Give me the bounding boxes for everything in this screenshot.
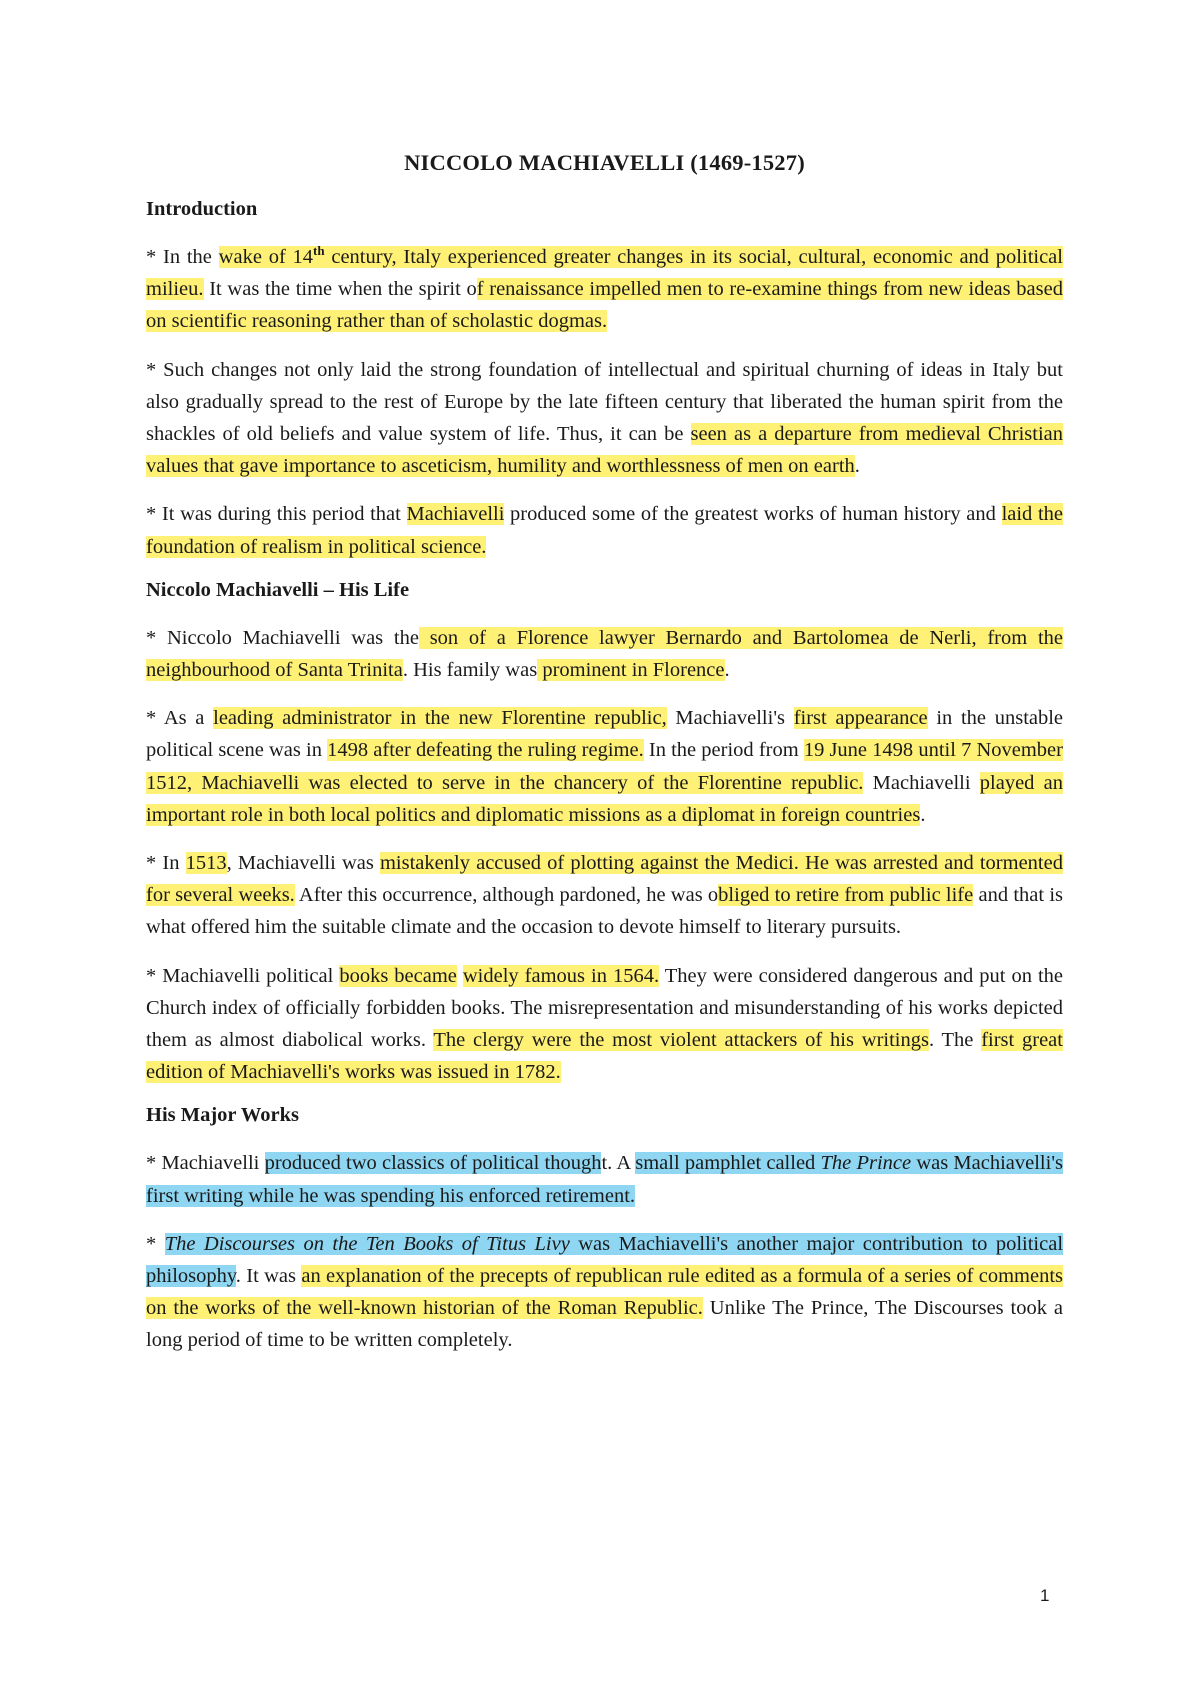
- text-run: .: [854, 455, 860, 478]
- highlight-yellow: laid the foundation of realism in political science.: [146, 503, 1064, 558]
- highlight-yellow: 1498 after defeating the ruling regime.: [327, 739, 644, 762]
- text-run: t. A: [601, 1152, 636, 1175]
- highlight-yellow: bliged to retire from public life: [718, 884, 974, 907]
- highlight-yellow: seen as a departure from medieval Christian values that gave importance to asceticism, humility and worthlessness of men on earth: [146, 423, 1063, 478]
- superscript: th: [313, 243, 325, 258]
- book-title-the-prince: The Prince: [820, 1152, 912, 1175]
- paragraph-life-4: [146, 960, 1063, 1089]
- text-run: [457, 965, 463, 987]
- highlight-yellow: books became: [339, 964, 457, 987]
- text-run: Machiavelli: [863, 771, 980, 794]
- highlight-yellow: leading administrator in the new Florentine republic,: [213, 707, 667, 730]
- paragraph-intro-1: [146, 241, 1063, 338]
- section-heading-life: Niccolo Machiavelli – His Life: [146, 578, 410, 601]
- text-run: * In the: [146, 246, 219, 268]
- text-run: produced some of the greatest works of human history and: [504, 503, 1002, 526]
- text-run: * Machiavelli: [146, 1152, 265, 1175]
- text-run: .: [920, 803, 926, 826]
- text-run: wake of 14: [218, 246, 314, 268]
- text-run: was Machiavelli's first writing while he was spending his enforced retirement.: [146, 1152, 1063, 1207]
- highlight-blue: produced two classics of political though: [264, 1152, 602, 1175]
- text-run: In the period from: [643, 739, 804, 762]
- text-run: was Machiavelli's another major contribution to political philosophy: [146, 1232, 1064, 1288]
- text-run: Machiavelli's: [666, 707, 794, 730]
- text-run: and that is what offered him the suitable climate and the occasion to devote himself to literary pursuits.: [146, 884, 1064, 939]
- text-run: small pamphlet called: [635, 1152, 821, 1175]
- paragraph-life-1: [146, 622, 1063, 686]
- paragraph-life-2: [146, 702, 1063, 831]
- text-run: After this occurrence, although pardoned, he was o: [294, 884, 719, 907]
- highlight-yellow: 1513: [185, 852, 227, 875]
- text-run: * Machiavelli political: [146, 964, 340, 987]
- text-run: Unlike The Prince, The Discourses took a long period of time to be written completely.: [146, 1297, 1063, 1352]
- text-run: * It was during this period that: [146, 503, 407, 526]
- text-run: * In: [146, 852, 186, 875]
- highlight-yellow: played an important role in both local politics and diplomatic missions as a diplomat in foreign countries: [146, 771, 1063, 826]
- section-heading-major-works: His Major Works: [146, 1104, 299, 1127]
- text-run: . The: [928, 1029, 982, 1052]
- text-run: . It was: [235, 1265, 302, 1288]
- highlight-yellow: an explanation of the precepts of republican rule edited as a formula of a series of comments on the works of the well-known historian of the Roman Republic.: [146, 1265, 1064, 1320]
- text-run: * As a: [146, 707, 214, 730]
- highlight-yellow: f renaissance impelled men to re-examine things from new ideas based on scientific reasoning rather than of scholastic dogmas.: [146, 278, 1063, 333]
- paragraph-intro-3: [146, 498, 1063, 562]
- section-heading-introduction: Introduction: [146, 198, 258, 220]
- text-run: It was the time when the spirit o: [203, 278, 477, 301]
- text-run: They were considered dangerous and put on the Church index of officially forbidden books. The misrepresentation and misunderstanding of his works depicted them as almost diabolical works.: [146, 964, 1063, 1052]
- text-run: century, Italy experienced greater changes in its social, cultural, economic and political milieu.: [146, 246, 1063, 301]
- highlight-yellow: mistakenly accused of plotting against the Medici. He was arrested and tormented for several weeks.: [146, 852, 1063, 907]
- text-run: , Machiavelli was: [226, 852, 380, 875]
- text-run: * Niccolo Machiavelli was the: [146, 626, 419, 649]
- highlight-yellow: prominent in Florence: [537, 659, 725, 682]
- text-run: *: [146, 1232, 165, 1255]
- highlight-yellow: Machiavelli: [406, 503, 505, 526]
- highlight-yellow: widely famous in 1564.: [462, 964, 660, 987]
- text-run: * Such changes not only laid the strong foundation of intellectual and spiritual churning of ideas in Italy but also gradually spread to the rest of Europe by the late fifteen century that liberated the human spirit from the shackles of old beliefs and value system of life. Thus, it can be: [146, 358, 1063, 446]
- paragraph-life-3: [146, 847, 1063, 944]
- highlight-yellow: son of a Florence lawyer Bernardo and Bartolomea de Nerli, from the neighbourhood of Santa Trinita: [146, 626, 1063, 682]
- book-title-the-discourses: The Discourses on the Ten Books of Titus Livy: [164, 1232, 570, 1255]
- paragraph-works-2: [146, 1228, 1063, 1357]
- paragraph-intro-2: [146, 354, 1063, 483]
- text-run: .: [724, 659, 730, 682]
- highlight-yellow: The clergy were the most violent attackers of his writings: [433, 1029, 929, 1052]
- document-title: NICCOLO MACHIAVELLI (1469-1527): [404, 150, 805, 175]
- paragraph-works-1: [146, 1147, 1063, 1211]
- highlight-yellow: 19 June 1498 until 7 November 1512, Machiavelli was elected to serve in the chancery of the Florentine republic.: [146, 739, 1063, 794]
- page-number: 1: [1040, 1586, 1050, 1605]
- text-run: in the unstable political scene was in: [146, 707, 1064, 762]
- text-run: . His family was: [402, 659, 538, 682]
- highlight-yellow: first appearance: [793, 707, 928, 730]
- highlight-yellow: first great edition of Machiavelli's works was issued in 1782.: [146, 1029, 1063, 1084]
